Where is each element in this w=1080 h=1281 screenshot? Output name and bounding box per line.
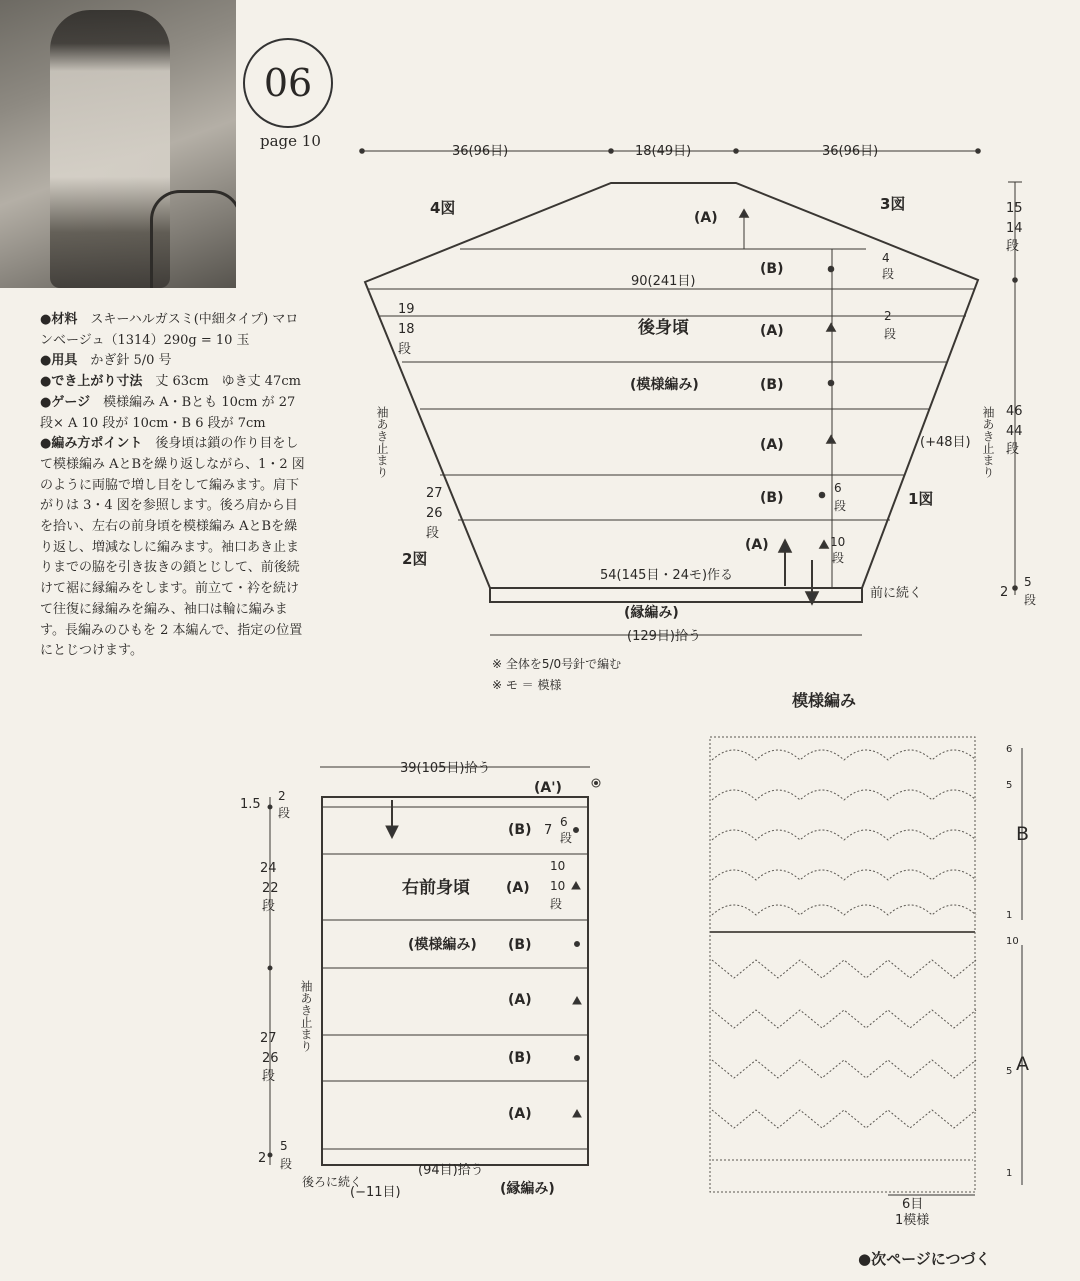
front-r6: 6 bbox=[560, 815, 568, 829]
far-2: 2 bbox=[1000, 585, 1009, 600]
front-bottom-pick: (94目)拾う bbox=[418, 1163, 484, 1178]
back-row-b3: (B) bbox=[760, 490, 784, 506]
tools-text: かぎ針 5/0 号 bbox=[90, 353, 172, 369]
continue-next-page: ●次ページにつづく bbox=[858, 1250, 991, 1268]
front-l26: 26 bbox=[262, 1051, 279, 1066]
far-15: 15 bbox=[1006, 201, 1023, 216]
front-row-b3: (B) bbox=[508, 1050, 532, 1066]
front-edge: (縁編み) bbox=[500, 1181, 555, 1197]
right-2dan: 段 bbox=[884, 327, 897, 341]
back-pattern: (模様編み) bbox=[630, 377, 699, 393]
chart-title: 模様編み bbox=[792, 691, 857, 710]
right-6: 6 bbox=[834, 481, 842, 495]
left-dan: 段 bbox=[398, 342, 412, 357]
left-26: 26 bbox=[426, 506, 443, 521]
back-edge: (縁編み) bbox=[624, 605, 679, 621]
fig1-label: 1図 bbox=[908, 490, 934, 508]
bottom-chain: 54(145目・24モ)作る bbox=[600, 568, 734, 583]
far-14: 14 bbox=[1006, 221, 1023, 236]
front-l15: 1.5 bbox=[240, 797, 261, 812]
chart-r6: 6 bbox=[1006, 744, 1013, 755]
fig4-label: 4図 bbox=[430, 199, 456, 217]
left-dan2: 段 bbox=[426, 526, 440, 541]
back-row-b1: (B) bbox=[760, 261, 784, 277]
left-18: 18 bbox=[398, 322, 415, 337]
chart-repeat2: 1模様 bbox=[895, 1213, 930, 1228]
far-46: 46 bbox=[1006, 404, 1023, 419]
page-reference: page 10 bbox=[260, 132, 321, 150]
right-6dan: 段 bbox=[834, 499, 847, 513]
fig3-label: 3図 bbox=[880, 195, 906, 213]
front-l27: 27 bbox=[260, 1031, 277, 1046]
front-l5dan: 段 bbox=[280, 1157, 293, 1171]
front-row-b1: (B) bbox=[508, 822, 532, 838]
right-4dan: 段 bbox=[882, 267, 895, 281]
back-pickup: (129目)拾う bbox=[627, 629, 701, 644]
front-l22dan: 段 bbox=[262, 899, 276, 914]
back-sleeve-stop-left: 袖あき止まり bbox=[375, 406, 389, 478]
front-l24: 24 bbox=[260, 861, 277, 876]
width-241: 90(241目) bbox=[631, 274, 696, 289]
stitch-chart bbox=[710, 737, 1022, 1195]
left-27: 27 bbox=[426, 486, 443, 501]
material-text: スキーハルガスミ(中細タイプ) マロンベージュ（1314）290g = 10 玉 bbox=[40, 312, 299, 348]
front-row-a1: (A) bbox=[506, 880, 530, 896]
front-row-a2: (A) bbox=[508, 992, 532, 1008]
front-r7: 7 bbox=[544, 823, 553, 838]
front-a-prime: (A') bbox=[534, 780, 562, 796]
chart-repeat: 6目 bbox=[902, 1197, 924, 1212]
right-10: 10 bbox=[830, 535, 846, 549]
front-l2dan: 段 bbox=[278, 806, 291, 820]
chart-r5a: 5 bbox=[1006, 1066, 1013, 1077]
gauge-text: 模様編み A・Bとも 10cm が 27 段× A 10 段が 10cm・B 6 段が 7cm bbox=[40, 394, 296, 431]
front-l5: 5 bbox=[280, 1139, 288, 1153]
pattern-number: 06 bbox=[263, 61, 313, 105]
front-pattern: (模様編み) bbox=[408, 937, 477, 953]
left-19: 19 bbox=[398, 302, 415, 317]
back-row-b2: (B) bbox=[760, 377, 784, 393]
point-label: ●編み方ポイント bbox=[40, 436, 143, 452]
front-row-a3: (A) bbox=[508, 1106, 532, 1122]
chart-r5: 5 bbox=[1006, 780, 1013, 791]
dim-right: 36(96目) bbox=[822, 144, 879, 159]
front-r10a: 10 bbox=[550, 859, 566, 873]
front-r10b: 10 bbox=[550, 879, 566, 893]
right-2: 2 bbox=[884, 309, 892, 323]
chart-r10: 10 bbox=[1006, 936, 1019, 947]
front-l2b: 2 bbox=[258, 1151, 267, 1166]
front-title: 右前身頃 bbox=[402, 878, 470, 898]
note-1: ※ 全体を5/0号針で編む bbox=[492, 657, 622, 671]
back-row-a2: (A) bbox=[760, 323, 784, 339]
front-sleeve-stop: 袖あき止まり bbox=[299, 980, 313, 1052]
note-2: ※ モ ＝ 模様 bbox=[492, 678, 562, 692]
back-row-a1: (A) bbox=[694, 210, 718, 226]
back-title: 後身頃 bbox=[638, 318, 689, 338]
front-l2: 2 bbox=[278, 789, 286, 803]
right-10dan: 段 bbox=[832, 551, 845, 565]
front-back-cont: 後ろに続く bbox=[302, 1175, 363, 1189]
gauge-label: ●ゲージ bbox=[40, 394, 91, 410]
back-row-a3: (A) bbox=[760, 437, 784, 453]
back-row-a4: (A) bbox=[745, 537, 769, 553]
chart-r1a: 1 bbox=[1006, 1168, 1013, 1179]
right-4: 4 bbox=[882, 251, 890, 265]
front-l26dan: 段 bbox=[262, 1069, 276, 1084]
far-5: 5 bbox=[1024, 575, 1032, 589]
chart-label-a: A bbox=[1016, 1053, 1029, 1075]
front-r6dan: 段 bbox=[560, 831, 573, 845]
chart-r1: 1 bbox=[1006, 910, 1013, 921]
front-r10dan: 段 bbox=[550, 897, 563, 911]
back-sleeve-stop-right: 袖あき止まり bbox=[981, 406, 995, 478]
fig2-label: 2図 bbox=[402, 550, 428, 568]
plus48: (+48目) bbox=[920, 435, 971, 450]
tools-label: ●用具 bbox=[40, 353, 78, 369]
front-minus11: (−11目) bbox=[350, 1185, 401, 1200]
point-text: 後身頃は鎖の作り目をして模様編み AとBを繰り返しながら、1・2 図のように両脇で増し目をして編みます。肩下がりは 3・4 図を参照します。後ろ肩から目を拾い、左右の前身頃を模様編み AとBを繰り返し、増減なしに編みます。袖口あき止まりまでの脇を引き抜きの鎖とじして、前後続けて裾に縁編みをします。前立て・衿を続けて往復に縁編みを編み、袖口は輪に編みます。長編みのひもを 2 本編んで、指定の位置にとじつけます。 bbox=[40, 436, 305, 659]
front-row-b2: (B) bbox=[508, 937, 532, 953]
front-continue: 前に続く bbox=[870, 586, 923, 601]
chart-label-b: B bbox=[1016, 823, 1030, 845]
far-44: 44 bbox=[1006, 424, 1023, 439]
far-dan: 段 bbox=[1006, 239, 1020, 254]
front-top-dim: 39(105目)拾う bbox=[400, 761, 491, 776]
dim-center: 18(49目) bbox=[635, 144, 692, 159]
front-l22: 22 bbox=[262, 881, 279, 896]
far-dan2: 段 bbox=[1006, 442, 1020, 457]
size-text: 丈 63cm ゆき丈 47cm bbox=[155, 374, 301, 390]
size-label: ●でき上がり寸法 bbox=[40, 374, 143, 390]
material-label: ●材料 bbox=[40, 312, 78, 327]
notes bbox=[492, 654, 621, 696]
far-dan3: 段 bbox=[1024, 593, 1037, 607]
dim-left: 36(96目) bbox=[452, 144, 509, 159]
